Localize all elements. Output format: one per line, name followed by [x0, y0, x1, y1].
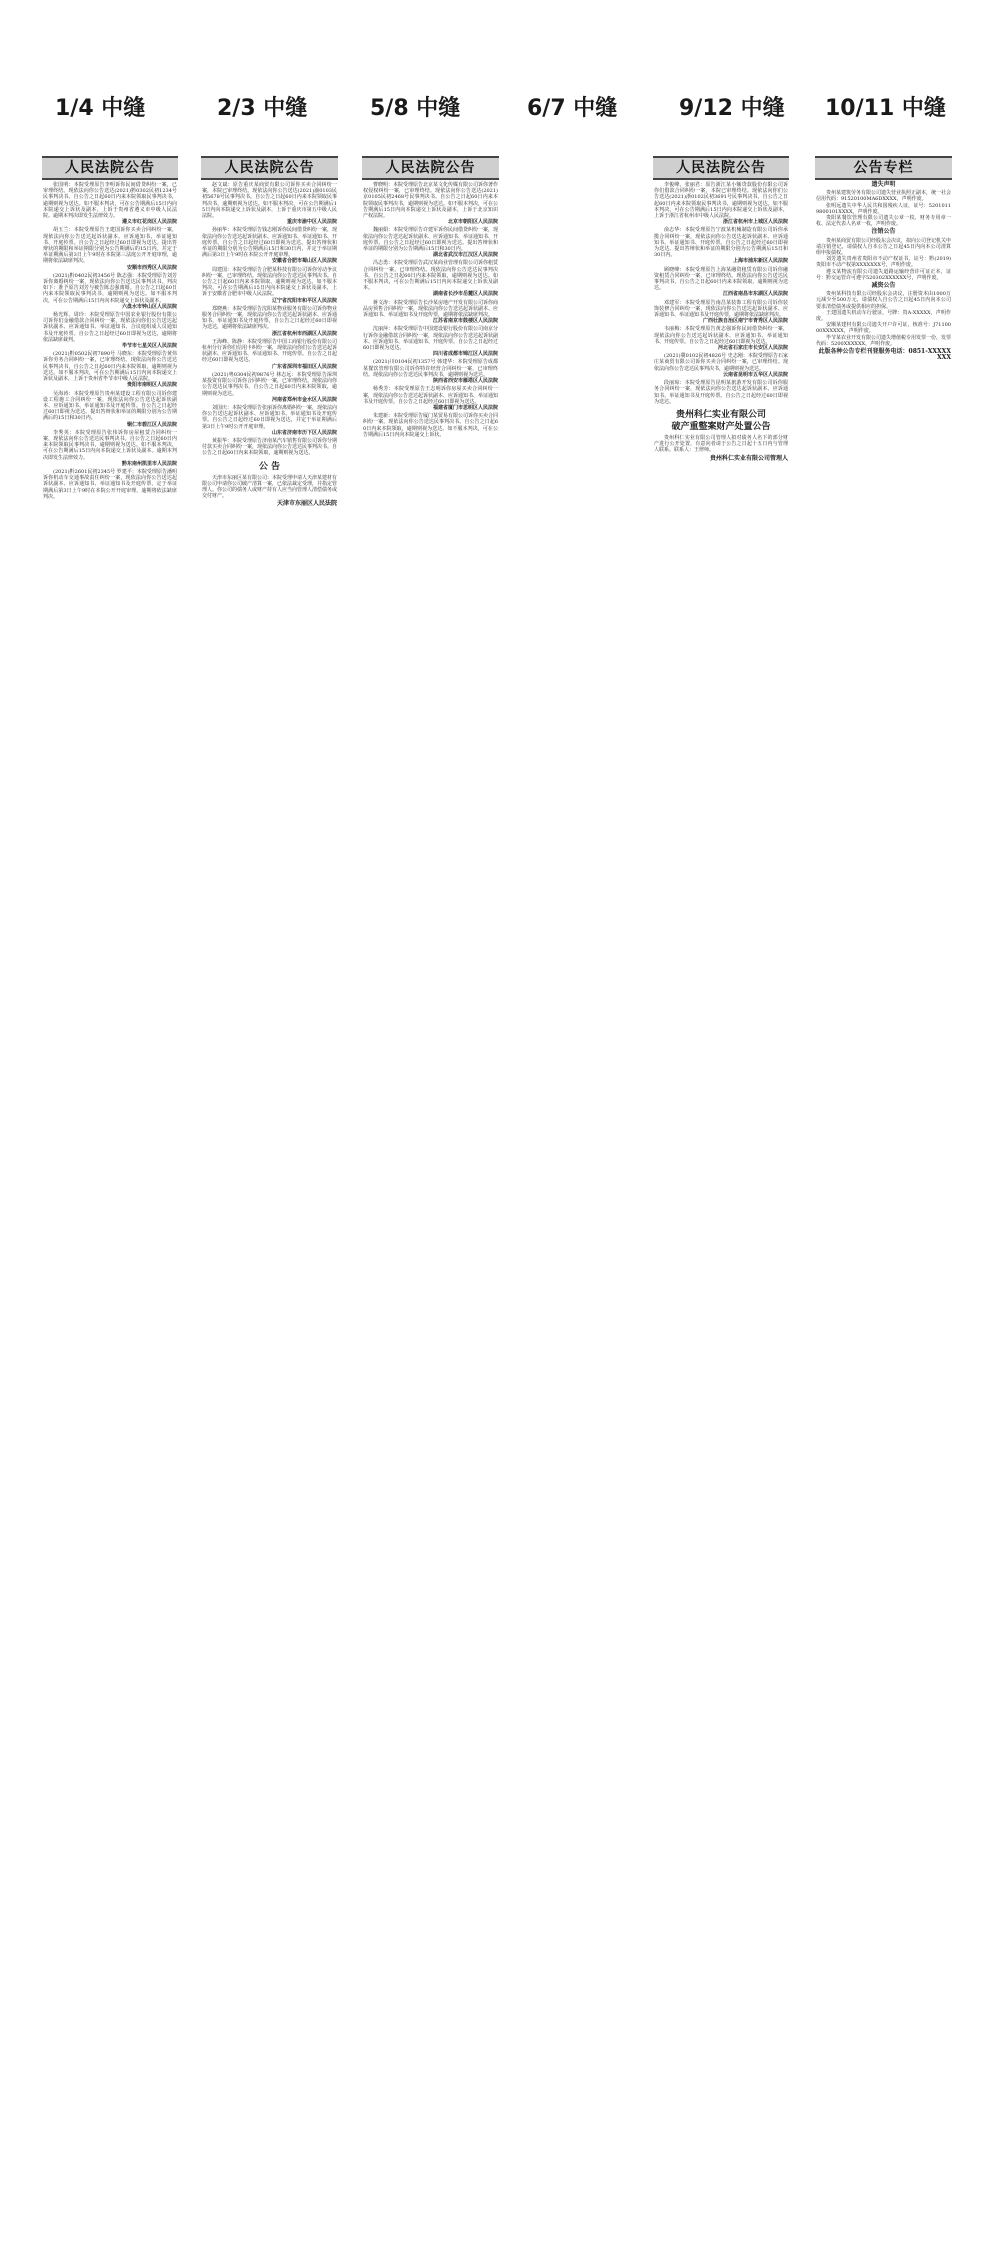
court-name: 云南省昆明市五华区人民法院 [722, 371, 788, 378]
column-footer: 此版各种公告专栏刊登服务电话：0851-XXXXXXXX [818, 348, 951, 362]
notice-text: 魏丽娟：本院受理原告许建军诉你民间借贷纠纷一案，现依法向你公告送达起诉状副本、应诉通知书、举证通知书、开庭传票。自公告之日起经过60日即视为送达。提出答辩状和举证的期限分别为公告期满后15日和30日内。 [363, 227, 499, 253]
section-title: 减资公告 [871, 282, 896, 290]
court-name: 河南省郑州市金水区人民法院 [271, 396, 337, 403]
column-header: 人民法院公告 [42, 156, 178, 180]
notice-text: 杨秀芳：本院受理原告王志明诉你房屋买卖合同纠纷一案，现依法向你公告送达起诉状副本、应诉通知书、举证通知书及开庭传票。自公告之日起经过60日即视为送达。 [363, 386, 499, 405]
notice-column-5 [815, 156, 952, 2114]
section-label-10-11: 10/11 中缝 [825, 96, 946, 121]
closing-notice-signature: 天津市东丽区人民法院 [276, 500, 337, 508]
notice-text: 贵阳某餐饮管理有限公司遗失公章一枚、财务专用章一枚、法定代表人名章一枚，声明作废。 [816, 215, 951, 228]
notice-text: 赵文斌：原告重庆某商贸有限公司诉你买卖合同纠纷一案，本院已审理终结。现依法向你公告送达(2021)渝0103民初5678号民事判决书。自公告之日起60日内来本院领取民事判决书，逾期则视为送达。如不服本判决，可在公告期满后15日内向本院递交上诉状及副本，上诉于重庆市第五中级人民法院。 [202, 182, 337, 220]
court-name: 黔东南州凯里市人民法院 [121, 460, 177, 467]
section-title: 遗失声明 [871, 181, 896, 188]
notice-text: 刘国庆：本院受理原告张丽诉你离婚纠纷一案，现依法向你公告送达起诉状副本、应诉通知书、举证通知书及开庭传票。自公告之日起经过60日即视为送达，并定于举证期满后第3日上午9时公开开庭审理。 [202, 404, 338, 430]
notice-text: 贵州某科技有限公司经股东会决议，注册资本由1000万元减少至500万元，请债权人自公告之日起45日内向本公司要求清偿债务或提供相应的担保。 [816, 291, 951, 310]
column-body [653, 182, 789, 462]
notice-text: 王建国遗失机动车行驶证，号牌：贵A·XXXXX，声明作废。 [816, 309, 951, 323]
court-name: 浙江省杭州市上城区人民法院 [722, 219, 788, 226]
notice-text: 段丽琼：本院受理原告昆明某旅游开发有限公司诉你服务合同纠纷一案，现依法向你公告送达起诉状副本、应诉通知书、举证通知书及开庭传票。自公告之日起经过60日即视为送达。 [654, 380, 788, 405]
notice-text: 张明远遗失中华人民共和国残疾人证，证号：52010119800101XXXX，声明作废。 [816, 202, 951, 215]
court-name: 江苏省南京市鼓楼区人民法院 [432, 318, 498, 325]
notice-text: 曹晓明：本院受理原告北京某文化传媒有限公司诉你著作权侵权纠纷一案，已审理终结。现依法向你公告送达(2021)京0105民初2468号民事判决书。自公告之日起60日内来本院领取民事判决书，逾期则视为送达。如不服本判决，可在公告期满后15日内向本院递交上诉状及副本，上诉于北京知识产权法院。 [363, 182, 499, 220]
notice-text: 贵州某建筑劳务有限公司遗失营业执照正副本，统一社会信用代码：91520100MA6DXXXX，声明作废。 [816, 190, 952, 203]
notice-text: 顾晓峰：本院受理原告上海某融资租赁有限公司诉你融资租赁合同纠纷一案，已审理终结。现依法向你公告送达民事判决书，自公告之日起60日内来本院领取，逾期则视为送达。 [654, 266, 788, 292]
court-name: 安顺市西秀区人民法院 [126, 264, 177, 271]
closing-notice-text: 天津市东丽区某有限公司：本院受理申请人天津某建材有限公司申请你公司破产清算一案，已依法裁定受理，并指定管理人。你公司的债务人或财产持有人应当向管理人清偿债务或交付财产。 [202, 474, 338, 500]
court-name: 毕节市七星关区人民法院 [121, 343, 177, 350]
notice-text: 吴海涛：本院受理原告贵州某建设工程有限公司诉你建设工程施工合同纠纷一案，现依法向你公告送达起诉状副本、应诉通知书、举证通知书及开庭传票。自公告之日起经过60日即视为送达。提出答辩状和举证的期限分别为公告期满后的15日和30日内。 [43, 390, 177, 422]
court-name: 福建省厦门市思明区人民法院 [432, 404, 498, 411]
notice-text: (2021)冀0102民初4826号 史志刚：本院受理原告石家庄某商贸有限公司诉你买卖合同纠纷一案，已审理终结。现依法向你公告送达民事判决书，逾期则视为送达。 [654, 353, 788, 372]
section-label-6-7: 6/7 中缝 [527, 96, 618, 121]
notice-text: (2021)川0104民初1357号 韩建华：本院受理原告成都某餐饮管理有限公司诉你特许经营合同纠纷一案，已审理终结。现依法向你公告送达民事判决书，逾期则视为送达。 [363, 359, 498, 378]
notice-column-1 [42, 156, 178, 2114]
section-label-1-4: 1/4 中缝 [55, 96, 146, 121]
column-header: 人民法院公告 [653, 156, 789, 180]
notice-text: 沈丽萍：本院受理原告中国建设银行股份有限公司南京分行诉你金融借款合同纠纷一案，现依法向你公告送达起诉状副本、应诉通知书、举证通知书、开庭传票。自公告之日起经过60日即视为送达。 [363, 326, 499, 352]
notice-text: 俞志华：本院受理原告宁波某机械制造有限公司诉你承揽合同纠纷一案，现依法向你公告送达起诉状副本、应诉通知书、举证通知书、开庭传票。自公告之日起经过60日即视为送达。提出答辩状和举证的期限分别为公告期满后15日和30日内。 [654, 227, 788, 259]
notice-text: 朱建新：本院受理原告厦门某贸易有限公司诉你买卖合同纠纷一案，现依法向你公告送达民事判决书。自公告之日起60日内来本院领取，逾期则视为送达。如不服本判决，可在公告期满后15日内向本院递交上诉状。 [363, 413, 499, 438]
column-header: 人民法院公告 [362, 156, 499, 180]
court-name: 六盘水市钟山区人民法院 [121, 303, 177, 310]
court-name: 重庆市渝中区人民法院 [286, 219, 337, 226]
bankruptcy-notice-title: 贵州科仁实业有限公司 破产重整案财产处置公告 [671, 409, 771, 432]
notice-text: 冯志勇：本院受理原告武汉某商业管理有限公司诉你租赁合同纠纷一案，已审理终结。现依法向你公告送达民事判决书，自公告之日起60日内来本院领取，逾期则视为送达。如不服本判决，可在公告期满后15日内向本院递交上诉状及副本。 [363, 260, 499, 292]
notice-text: 安顺某建材有限公司遗失开户许可证，核准号：J7110000XXXXXX，声明作废。 [816, 322, 951, 335]
notice-text: 蒋文涛：本院受理原告长沙某房地产开发有限公司诉你商品房预售合同纠纷一案，现依法向你公告送达起诉状副本、应诉通知书、举证通知书及开庭传票，逾期将依法缺席判决。 [363, 299, 499, 319]
column-body [42, 182, 178, 500]
court-name: 上海市浦东新区人民法院 [732, 258, 788, 265]
notice-text: 李秀英：本院受理原告张伟诉你房屋租赁合同纠纷一案，现依法向你公告送达民事判决书。自公告之日起60日内来本院领取民事判决书，逾期则视为送达。如不服本判决，可在公告期满后15日内向本院递交上诉状及副本。逾期本判决即发生法律效力。 [43, 429, 177, 461]
notice-column-3 [362, 156, 499, 2114]
court-name: 贵阳市南明区人民法院 [126, 382, 177, 389]
section-label-2-3: 2/3 中缝 [217, 96, 308, 121]
section-title: 注销公告 [871, 228, 896, 236]
notice-text: (2021)粤0304民初9876号 林志远：本院受理原告深圳某投资有限公司诉你合同纠纷一案，已审理终结。现依法向你公告送达民事判决书，自公告之日起60日内来本院领取，逾期则视为送达。 [202, 371, 338, 397]
court-name: 铜仁市碧江区人民法院 [126, 421, 177, 428]
court-name: 江西省南昌市东湖区人民法院 [722, 291, 788, 298]
notice-text: 王海峰、陈静：本院受理原告中国工商银行股份有限公司杭州分行诉你们信用卡纠纷一案，现依法向你们公告送达起诉状副本、应诉通知书、举证通知书、开庭传票。自公告之日起经过60日即视为送达。 [202, 338, 338, 364]
court-name: 安徽省合肥市蜀山区人民法院 [271, 258, 337, 265]
bankruptcy-notice-signature: 贵州科仁实业有限公司管理人 [709, 454, 788, 462]
notice-text: 杨光辉、周玲：本院受理原告中国农业银行股份有限公司诉你们金融借款合同纠纷一案，现依法向你们公告送达起诉状副本、应诉通知书、举证通知书、合议庭组成人员通知书及开庭传票。自公告之日起经过60日即视为送达，逾期将依法缺席裁判。 [43, 312, 177, 343]
notice-text: 贵州某商贸有限公司经股东会决议，拟向公司登记机关申请注销登记，请债权人自本公告之日起45日内向本公司清算组申报债权。 [816, 237, 952, 257]
notice-text: 胡玉兰：本院受理原告王建国诉你买卖合同纠纷一案，现依法向你公告送达起诉状副本、应诉通知书、举证通知书、开庭传票。自公告之日起经过60日即视为送达。提出答辩状的期限和举证期限分别为公告期满后的15日内。并定于举证期满后第3日上午9时在本院第三法庭公开开庭审理，逾期将依法缺席判决。 [43, 227, 177, 265]
court-name: 辽宁省沈阳市和平区人民法院 [271, 297, 337, 304]
notice-text: 李俊峰、张丽君：原告浙江某小额贷款股份有限公司诉你们借款合同纠纷一案，本院已审理终结。现依法向你们公告送达(2021)浙0102民初3691号民事判决书。自公告之日起60日内来本院领取民事判决书，逾期则视为送达。如不服本判决，可在公告期满后15日内向本院递交上诉状及副本，上诉于浙江省杭州市中级人民法院。 [654, 182, 788, 220]
court-name: 河北省石家庄市长安区人民法院 [717, 345, 788, 352]
court-name: 山东省济南市历下区人民法院 [271, 429, 337, 436]
column-body [201, 182, 338, 508]
notice-text: 邓建军：本院受理原告南昌某装饰工程有限公司诉你装饰装修合同纠纷一案，现依法向你公告送达起诉状副本、应诉通知书、举证通知书及开庭传票，逾期将依法缺席判决。 [654, 299, 788, 319]
notice-column-2 [201, 156, 338, 2114]
court-name: 北京市朝阳区人民法院 [447, 219, 498, 226]
court-name: 陕西省西安市雁塔区人民法院 [432, 378, 498, 385]
court-name: 广东省深圳市福田区人民法院 [271, 363, 337, 370]
court-name: 湖北省武汉市江汉区人民法院 [432, 252, 498, 259]
column-body [815, 182, 952, 361]
notice-text: 刘芳遗失贵州省贵阳市不动产权证书，证号：黔(2019)贵阳市不动产权第XXXXXXX号，声明作废。 [816, 256, 951, 269]
notice-text: 遵义某物流有限公司遗失道路运输经营许可证正本，证号：黔交运管许可遵字520302XXXXXX号，声明作废。 [816, 268, 951, 281]
court-name: 湖南省长沙市岳麓区人民法院 [432, 291, 498, 298]
notice-column-4 [653, 156, 789, 2114]
notice-text: (2021)黔2601民初2345号 罗建平：本院受理原告潘明诉你机动车交通事故责任纠纷一案，现依法向你公告送达起诉状副本、应诉通知书、举证通知书及开庭传票，定于举证期满后第3日上午9时在本院公开开庭审理，逾期将依法缺席判决。 [43, 468, 177, 500]
notice-text: 孙丽华：本院受理原告钱志刚诉你民间借贷纠纷一案，现依法向你公告送达起诉状副本、应诉通知书、举证通知书、开庭传票。自公告之日起经过60日即视为送达。提出答辩状和举证的期限分别为公告期满后15日和30日内，并定于举证期满后第3日上午9时在本院公开开庭审理。 [202, 227, 338, 259]
court-name: 浙江省杭州市西湖区人民法院 [271, 330, 337, 337]
notice-text: (2021)黔0402民初3456号 陈志强：本院受理原告刘芳诉你离婚纠纷一案，现依法向你公告送达民事判决书。判决如下：准予原告刘芳与被告陈志强离婚。自公告之日起60日内来本院领取民事判决书，逾期则视为送达。如不服本判决，可在公告期满后15日内向本院递交上诉状及副本。 [43, 272, 177, 304]
notice-text: 张国明：本院受理原告李明诉你民间借贷纠纷一案，已审理终结。现依法向你公告送达(2021)黔0302民初1234号民事判决书。自公告之日起60日内来本院领取民事判决书，逾期则视为送达。如不服本判决，可在公告期满后15日内向本院递交上诉状及副本，上诉于贵州省遵义市中级人民法院。逾期本判决即发生法律效力。 [43, 182, 177, 220]
column-body [362, 182, 499, 438]
notice-text: 郑晓燕：本院受理原告沈阳某物业服务有限公司诉你物业服务合同纠纷一案，现依法向你公告送达起诉状副本、应诉通知书、举证通知书及开庭传票，自公告之日起经过60日即视为送达，逾期将依法缺席判决。 [202, 305, 338, 331]
notice-text: 韦丽梅：本院受理原告黄志强诉你民间借贷纠纷一案，现依法向你公告送达起诉状副本、应诉通知书、举证通知书、开庭传票。自公告之日起经过60日即视为送达。 [654, 326, 788, 345]
notice-text: 黄振华：本院受理原告济南某汽车销售有限公司诉你分期付款买卖合同纠纷一案，现依法向你公告送达民事判决书。自公告之日起60日内来本院领取，逾期则视为送达。 [202, 437, 338, 457]
notice-text: 毕节某农业开发有限公司遗失增值税专用发票一份，发票代码：5200XXXXXX，声明作废。 [816, 334, 952, 347]
court-name: 广西壮族自治区南宁市青秀区人民法院 [702, 318, 788, 325]
notice-text: (2021)黔0502民初7890号 马晓东：本院受理原告黄伟诉你劳务合同纠纷一案，已审理终结。现依法向你公告送达民事判决书，自公告之日起60日内来本院领取，逾期则视为送达。如不服本判决，可在公告期满后15日内向本院递交上诉状及副本，上诉于贵州省毕节市中级人民法院。 [43, 351, 177, 383]
bankruptcy-notice-text: 贵州科仁实业有限公司管理人拟对债务人名下的部分财产进行公开处置，有意向者请于公告之日起十五日内与管理人联系。联系人：王律师。 [654, 434, 788, 454]
court-name: 遵义市红花岗区人民法院 [121, 219, 177, 226]
court-name: 四川省成都市锦江区人民法院 [432, 351, 498, 358]
notice-text: 周建国：本院受理原告合肥某科技有限公司诉你劳动争议纠纷一案，已审理终结。现依法向你公告送达民事判决书。自公告之日起60日内来本院领取，逾期则视为送达。如不服本判决，可在公告期满后15日内向本院递交上诉状及副本，上诉于安徽省合肥市中级人民法院。 [202, 266, 338, 298]
column-header: 公告专栏 [815, 156, 952, 180]
section-label-9-12: 9/12 中缝 [679, 96, 785, 121]
closing-notice-title: 公 告 [258, 461, 281, 472]
section-label-5-8: 5/8 中缝 [370, 96, 461, 121]
column-header: 人民法院公告 [201, 156, 338, 180]
